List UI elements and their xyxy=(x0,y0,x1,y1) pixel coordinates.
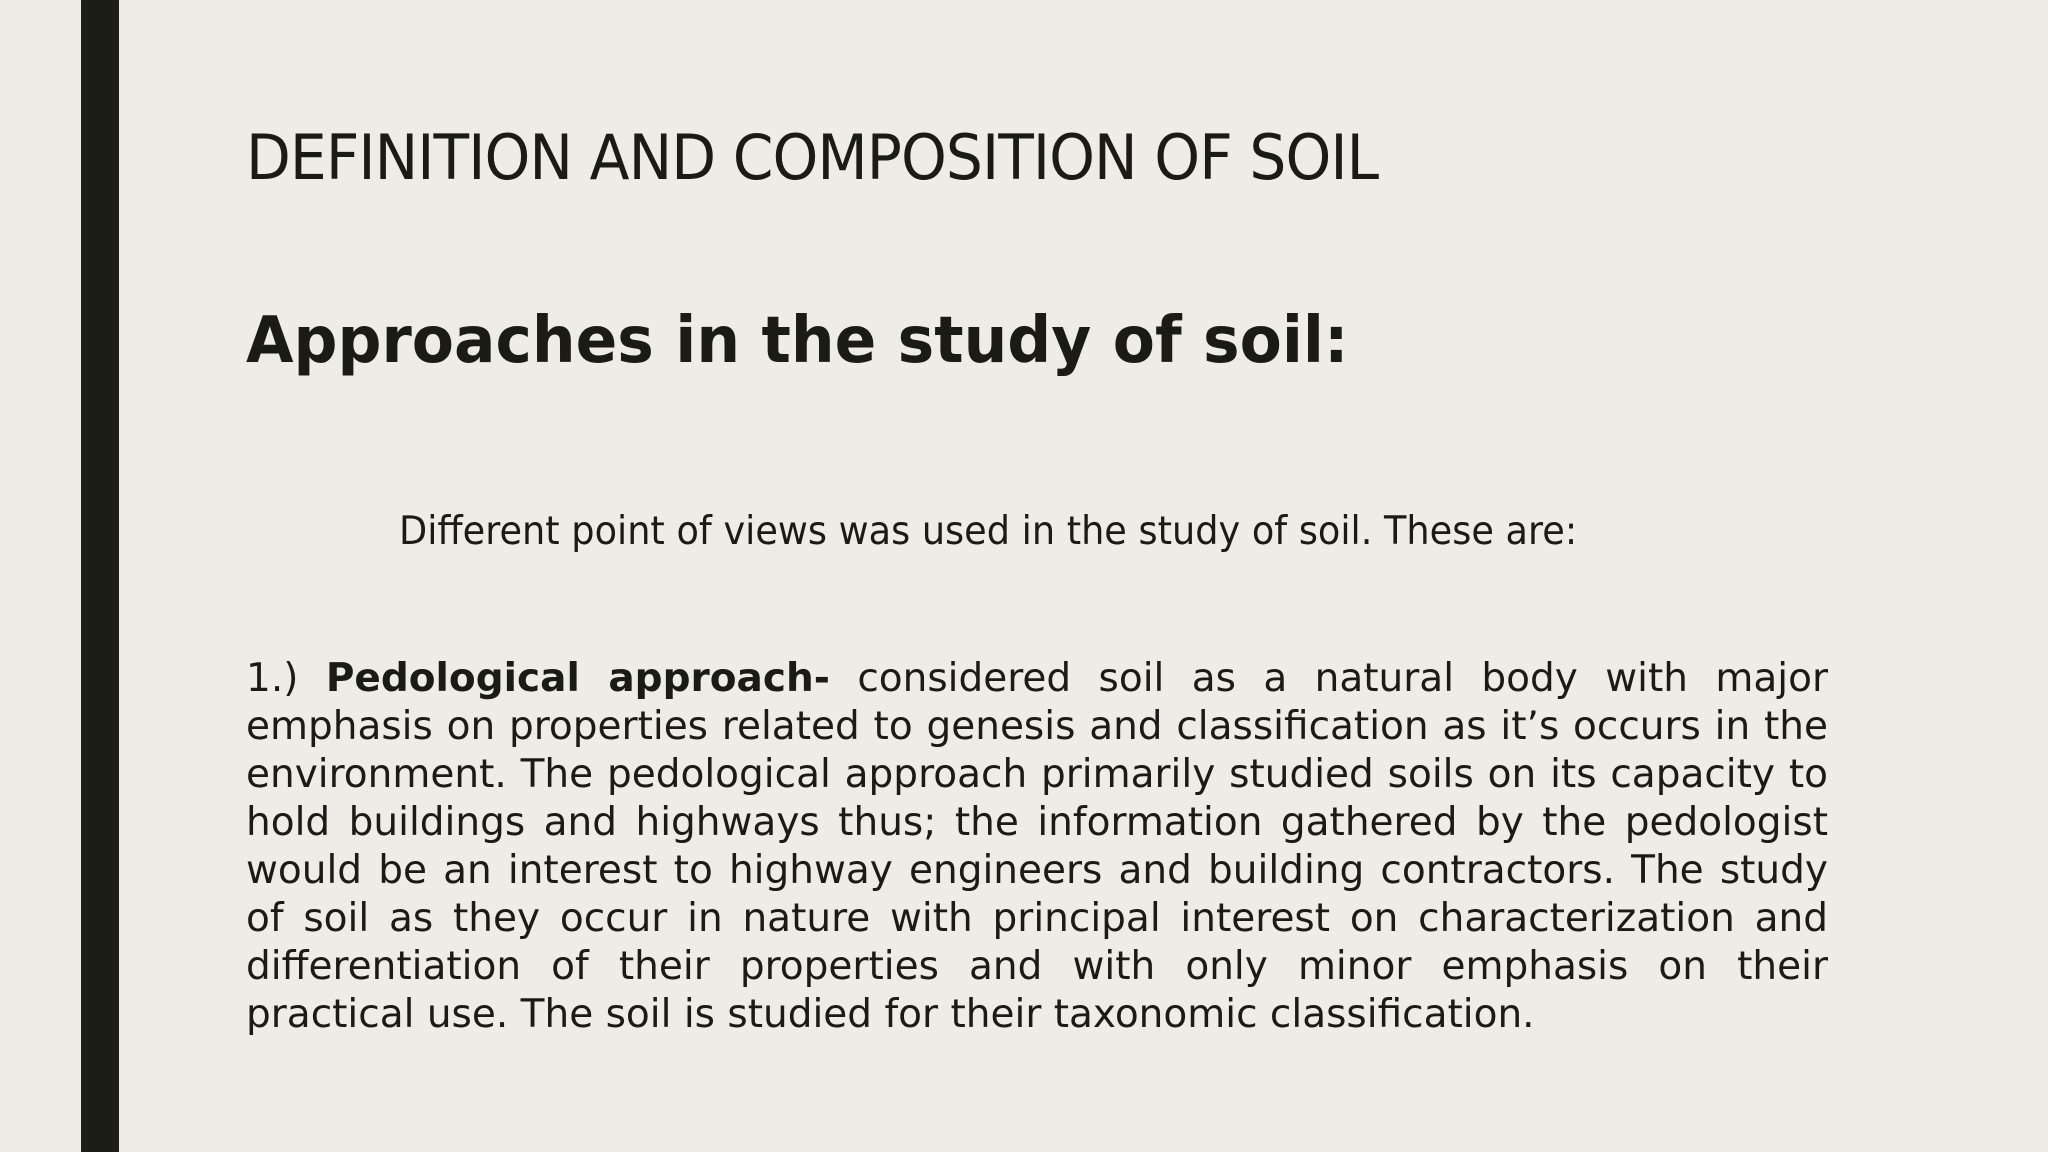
approach-paragraph xyxy=(246,655,1828,1039)
slide-title: DEFINITION AND COMPOSITION OF SOIL xyxy=(246,121,1379,194)
item-number: 1.) xyxy=(246,656,326,701)
accent-bar xyxy=(81,0,119,1152)
approach-term: Pedological approach- xyxy=(325,656,830,701)
slide-subtitle: Approaches in the study of soil: xyxy=(246,304,1349,378)
approach-description: considered soil as a natural body with major emphasis on properties related to genesis and classification as it’s occurs in the environment. The pedological approach primarily studied soils on its capacity to hold buildings and highways thus; the information gathered by the pedologist would be an interest to highway engineers and building contractors. The study of soil as they occur in nature with principal interest on characterization and differentiation of their properties and with only minor emphasis on their practical use. The soil is studied for their taxonomic classification. xyxy=(246,656,1828,1037)
intro-text: Different point of views was used in the study of soil. These are: xyxy=(399,509,1578,554)
